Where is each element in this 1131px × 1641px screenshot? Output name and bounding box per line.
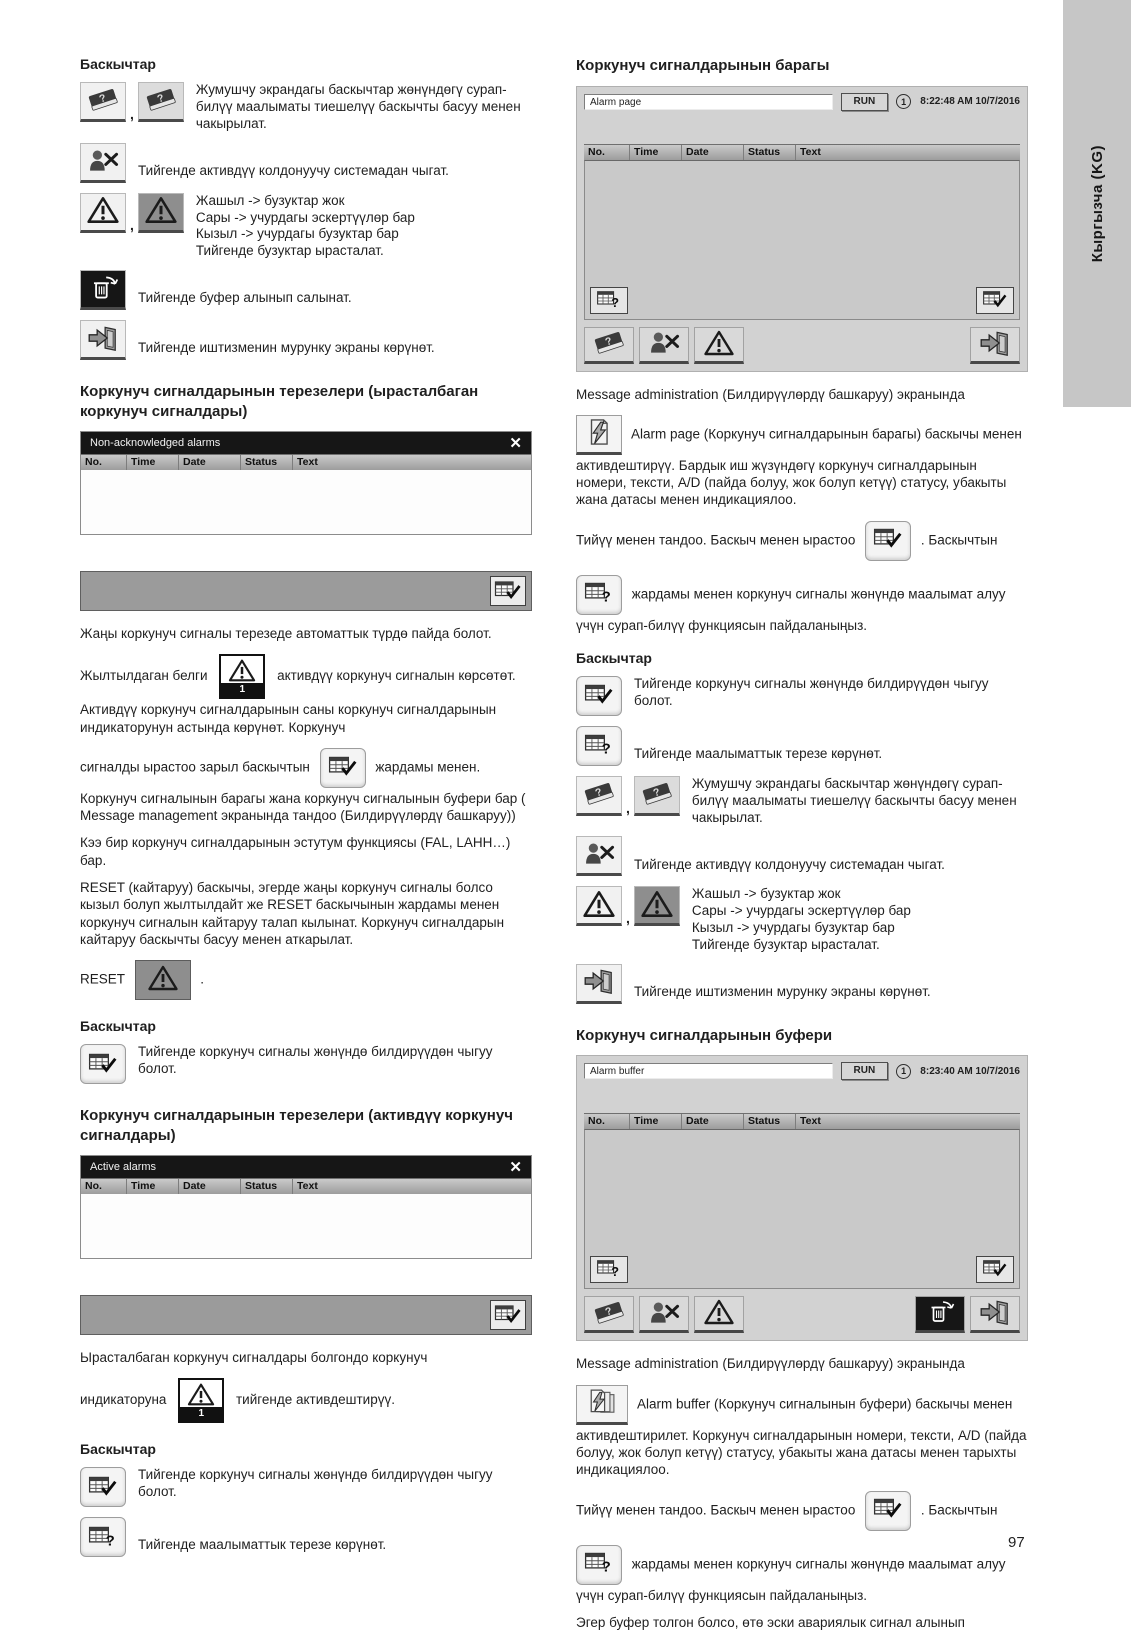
right-column <box>576 56 1028 1641</box>
acknowledge-alarm-button[interactable] <box>490 1300 526 1330</box>
key-description: Тийгенде активдүү колдонуучу системадан чыгат. <box>138 162 449 178</box>
acknowledge-alarm-button[interactable] <box>865 521 911 561</box>
alarm-list-empty <box>584 160 1020 320</box>
keys-heading: Баскычтар <box>80 56 156 72</box>
acknowledge-alarm-button[interactable] <box>80 1044 126 1084</box>
alarm-info-button[interactable] <box>590 1256 628 1283</box>
warning-triangle-icon <box>147 964 179 996</box>
table-question-icon <box>584 732 614 759</box>
left-column <box>80 56 532 1567</box>
user-level-badge: 1 <box>896 1064 911 1079</box>
window-titlebar <box>81 432 531 454</box>
help-book-button[interactable] <box>584 1296 634 1333</box>
column-header: Text <box>800 145 821 158</box>
paragraph: Жаңы коркунуч сигналы терезеде автоматтык түрдө пайда болот. <box>80 626 492 642</box>
column-header: Time <box>630 145 682 160</box>
table-check-icon <box>982 289 1008 312</box>
acknowledge-alarm-button[interactable] <box>80 1467 126 1507</box>
close-icon[interactable]: ✕ <box>509 435 522 453</box>
acknowledge-alarm-button[interactable] <box>976 1256 1014 1283</box>
key-description: Тийгенде коркунуч сигналы жөнүндө билдирүүдөн чыгуу болот. <box>634 675 989 708</box>
screen-toolbar <box>584 1296 1020 1333</box>
alarm-status-button[interactable] <box>576 886 622 926</box>
language-tab-label: Кыргызча (KG) <box>1088 144 1106 263</box>
comma-separator: , <box>130 106 134 122</box>
help-book-button-active[interactable] <box>634 776 680 816</box>
acknowledge-alarm-button[interactable] <box>976 287 1014 314</box>
table-check-icon <box>88 1051 118 1078</box>
alarm-buffer-button[interactable] <box>576 1385 628 1425</box>
book-icon <box>86 86 120 116</box>
paragraph: RESET (кайтаруу) баскычы, эгерде жаңы коркунуч сигналы болсо кызыл болуп жылтылдайт же RESET баскычынын жардамы менен коркунуч сигналын кайтаруу талап кылынат. Коркунуч сигналдарын кайтаруу баскычты басуу менен аткарылат. <box>80 879 505 947</box>
exit-door-icon <box>86 324 120 355</box>
acknowledge-alarm-button[interactable] <box>320 748 366 788</box>
column-header: Text <box>297 1180 318 1193</box>
logout-user-icon <box>647 1299 681 1329</box>
key-description: Тийгенде коркунуч сигналы жөнүндө билдирүүдөн чыгуу болот. <box>138 1044 493 1076</box>
key-description: Тийгенде коркунуч сигналы жөнүндө билдирүүдөн чыгуу болот. <box>138 1467 493 1500</box>
alarm-list-empty <box>584 1129 1020 1289</box>
book-icon <box>640 780 674 810</box>
exit-button[interactable] <box>970 327 1020 364</box>
logout-button[interactable] <box>576 836 622 876</box>
column-header: No. <box>584 1114 630 1129</box>
key-description: Тийгенде активдүү колдонуучу системадан чыгат. <box>634 856 945 872</box>
logout-button[interactable] <box>80 143 126 183</box>
alarm-info-button[interactable] <box>80 1517 126 1557</box>
column-header: Time <box>127 1179 179 1194</box>
paragraph: Message administration (Билдирүүлөрдү башкаруу) экранында <box>576 386 965 402</box>
alarm-status-button-active[interactable] <box>138 193 184 233</box>
keys-heading: Баскычтар <box>80 1018 156 1035</box>
key-row <box>576 964 1028 1004</box>
alarm-status-button[interactable] <box>694 1296 744 1333</box>
key-row <box>80 193 532 261</box>
paragraph: Message administration (Билдирүүлөрдү башкаруу) экранында <box>576 1356 965 1372</box>
table-header <box>81 454 531 470</box>
warning-triangle-icon <box>86 195 120 228</box>
screen-toolbar <box>584 327 1020 364</box>
table-check-icon <box>494 579 522 604</box>
logout-user-icon <box>582 840 616 870</box>
table-question-icon <box>584 1550 614 1578</box>
column-header: Status <box>241 455 293 470</box>
keys-heading: Баскычтар <box>576 649 652 666</box>
column-header: No. <box>81 1179 127 1194</box>
comma-separator: , <box>626 910 630 927</box>
column-header: Text <box>297 456 318 469</box>
close-icon[interactable]: ✕ <box>509 1159 522 1177</box>
book-icon <box>144 86 178 116</box>
logout-user-icon <box>86 147 120 177</box>
table-question-icon <box>596 289 622 312</box>
trash-icon <box>86 273 120 306</box>
key-row <box>576 836 1028 876</box>
alarm-page-screenshot <box>576 86 1028 372</box>
acknowledge-alarm-button[interactable] <box>490 576 526 606</box>
key-description: Тийгенде маалыматтык терезе көрүнөт. <box>634 745 883 761</box>
alarm-status-button[interactable] <box>80 193 126 233</box>
run-mode-badge: RUN <box>841 93 889 111</box>
column-header: Time <box>630 1114 682 1129</box>
alarm-status-button-active[interactable] <box>634 886 680 926</box>
key-description: Тийгенде иштизменин мурунку экраны көрүнөт. <box>634 984 931 1000</box>
paragraph: Жылтылдаган белги 1 активдүү коркунуч сигналын көрсөтөт. Активдүү коркунуч сигналдарынын саны коркунуч сигналдарынын индикаторунун астында көрүнөт. Коркунуч <box>80 652 532 736</box>
run-mode-badge: RUN <box>841 1062 889 1080</box>
timestamp: 8:22:48 AM 10/7/2016 <box>920 96 1020 107</box>
key-row <box>576 726 1028 766</box>
paragraph: Ырасталбаган коркунуч сигналдары болгондо коркунуч <box>80 1350 428 1366</box>
alarm-window-nonacknowledged <box>80 431 532 535</box>
key-description: Тийгенде буфер алынып салынат. <box>138 290 352 306</box>
key-row <box>80 82 532 133</box>
screen-title-field: Alarm page <box>584 94 833 110</box>
alarm-info-button[interactable] <box>576 575 622 615</box>
key-row <box>80 320 532 360</box>
warning-triangle-icon <box>703 329 735 360</box>
column-header: Date <box>682 145 744 160</box>
alarm-info-button[interactable] <box>576 726 622 766</box>
alarm-list-empty <box>81 1194 531 1258</box>
section-heading: Коркунуч сигналдарынын барагы <box>576 57 830 74</box>
key-row <box>80 1467 532 1507</box>
page-lightning-icon <box>584 417 614 451</box>
column-header: No. <box>81 455 127 470</box>
exit-door-icon <box>582 967 616 998</box>
help-book-button[interactable] <box>584 327 634 364</box>
pages-lightning-icon <box>585 1387 619 1421</box>
screen-statusbar <box>584 1061 1020 1081</box>
logout-button[interactable] <box>639 327 689 364</box>
warning-triangle-icon <box>640 889 674 922</box>
paragraph: жардамы менен коркунуч сигналы жөнүндө маалымат алуу үчүн сурап-билүү функциясын пайдаланыңыз. <box>576 573 1028 634</box>
alarm-info-button[interactable] <box>590 287 628 314</box>
warning-triangle-icon <box>703 1298 735 1329</box>
table-question-icon <box>88 1524 118 1551</box>
paragraph: Alarm buffer (Коркунуч сигналынын буфери) баскычы менен активдештирилет. Коркунуч сигналдарынын номери, тексти, A/D (пайда болуу, жок болуп кетүү) статусу, убакыты жана датасы менен тарыхты индикациялоо. <box>576 1383 1028 1479</box>
alarm-window-active <box>80 1155 532 1259</box>
book-icon <box>592 1299 626 1329</box>
warning-triangle-icon <box>144 195 178 228</box>
table-check-icon <box>982 1258 1008 1281</box>
user-level-badge: 1 <box>896 94 911 109</box>
paragraph: жардамы менен коркунуч сигналы жөнүндө маалымат алуу үчүн сурап-билүү функциясын пайдаланыңыз. <box>576 1543 1028 1604</box>
key-description: Тийгенде иштизменин мурунку экраны көрүнөт. <box>138 340 435 356</box>
alarm-status-button[interactable] <box>694 327 744 364</box>
paragraph: Кээ бир коркунуч сигналдарынын эстутум функциясы (FAL, LAHH…) бар. <box>80 835 511 868</box>
key-row <box>80 1517 532 1557</box>
table-check-icon <box>494 1303 522 1328</box>
alarm-indicator-icon[interactable] <box>219 654 265 699</box>
key-row <box>80 1044 532 1084</box>
timestamp: 8:23:40 AM 10/7/2016 <box>920 1065 1020 1077</box>
clear-buffer-button[interactable] <box>80 270 126 310</box>
help-book-button-active[interactable] <box>138 82 184 122</box>
exit-door-icon <box>978 1298 1012 1329</box>
exit-button[interactable] <box>970 1296 1020 1333</box>
key-description: Жашыл -> бузуктар жок Сары -> учурдагы эскертүүлөр бар Кызыл -> учурдагы бузуктар бар Тийгенде бузуктар ырасталат. <box>195 192 415 259</box>
key-description: Жумушчу экрандагы баскычтар жөнүндөгү сурап-билүү маалыматы тиешелүү баскычты басуу менен чакырылат. <box>195 82 521 131</box>
clear-buffer-button[interactable] <box>915 1296 965 1333</box>
logout-user-icon <box>647 329 681 359</box>
column-header: No. <box>584 145 630 160</box>
alarm-page-button[interactable] <box>576 415 622 455</box>
exit-button[interactable] <box>576 964 622 1004</box>
section-heading: Коркунуч сигналдарынын буфери <box>576 1026 833 1044</box>
table-check-icon <box>328 754 358 782</box>
paragraph: индикаторуна 1 тийгенде активдештирүү. <box>80 1376 532 1425</box>
table-header <box>584 1113 1020 1129</box>
warning-triangle-icon <box>582 889 616 922</box>
alarm-info-button[interactable] <box>576 1545 622 1585</box>
paragraph: RESET . <box>80 958 532 1002</box>
table-check-icon <box>584 682 614 709</box>
paragraph: Alarm page (Коркунуч сигналдарынын барагы) баскычы менен активдештирүү. Бардык иш жүзүндөгү коркунуч сигналдарынын номери, тексти, A/D (пайда болуу, жок болуп кетүү) статусу, убакыты жана датасы менен индикациялоо. <box>576 413 1028 509</box>
key-description: Жашыл -> бузуктар жок Сары -> учурдагы эскертүүлөр бар Кызыл -> учурдагы бузуктар бар Тийгенде бузуктар ырасталат. <box>691 886 911 953</box>
screen-title-field: Alarm buffer <box>584 1063 833 1079</box>
paragraph: Эгер буфер толгон болсо, өтө эски авариялык сигнал алынып <box>576 1614 965 1630</box>
table-header <box>81 1178 531 1194</box>
key-row <box>576 776 1028 827</box>
window-footer-bar <box>80 571 532 611</box>
table-check-icon <box>873 1496 903 1524</box>
column-header: Date <box>682 1114 744 1129</box>
alarm-count-badge: 1 <box>221 683 263 697</box>
window-titlebar <box>81 1156 531 1178</box>
book-icon <box>582 780 616 810</box>
column-header: Date <box>179 455 241 470</box>
column-header: Text <box>800 1115 821 1128</box>
section-heading: Коркунуч сигналдарынын терезелери (ырасталбаган коркунуч сигналдары) <box>80 383 479 420</box>
paragraph: Тийүү менен тандоо. Баскыч менен ырастоо . Баскычтын <box>576 1489 1028 1533</box>
exit-button[interactable] <box>80 320 126 360</box>
reset-alarm-button[interactable] <box>135 960 191 1000</box>
column-header: Status <box>241 1179 293 1194</box>
column-header: Date <box>179 1179 241 1194</box>
key-description: Тийгенде маалыматтык терезе көрүнөт. <box>138 1537 387 1553</box>
logout-button[interactable] <box>639 1296 689 1333</box>
exit-door-icon <box>978 329 1012 360</box>
book-icon <box>592 329 626 359</box>
column-header: Time <box>127 455 179 470</box>
table-check-icon <box>873 526 903 554</box>
table-header <box>584 144 1020 160</box>
page-number: 97 <box>1008 1534 1025 1551</box>
help-book-button[interactable] <box>80 82 126 122</box>
trash-icon <box>924 1298 956 1329</box>
window-title: Non-acknowledged alarms <box>90 437 221 450</box>
language-tab <box>1063 0 1131 407</box>
column-header: Status <box>744 145 796 160</box>
section-heading: Коркунуч сигналдарынын терезелери (активдүү коркунуч сигналдары) <box>80 1107 513 1144</box>
paragraph: Тийүү менен тандоо. Баскыч менен ырастоо . Баскычтын <box>576 519 1028 563</box>
help-book-button[interactable] <box>576 776 622 816</box>
table-question-icon <box>584 580 614 608</box>
key-description: Жумушчу экрандагы баскычтар жөнүндөгү сурап-билүү маалыматы тиешелүү баскычты басуу менен чакырылат. <box>691 775 1017 825</box>
comma-separator: , <box>130 216 134 233</box>
window-footer-bar <box>80 1295 532 1335</box>
key-row <box>80 143 532 183</box>
acknowledge-alarm-button[interactable] <box>865 1491 911 1531</box>
table-check-icon <box>88 1474 118 1501</box>
screen-statusbar <box>584 92 1020 112</box>
acknowledge-alarm-button[interactable] <box>576 676 622 716</box>
keys-heading: Баскычтар <box>80 1441 156 1458</box>
alarm-buffer-screenshot <box>576 1055 1028 1341</box>
key-row <box>80 270 532 310</box>
key-row <box>576 886 1028 954</box>
comma-separator: , <box>626 799 630 816</box>
alarm-indicator-icon[interactable] <box>178 1378 224 1423</box>
column-header: Status <box>744 1114 796 1129</box>
table-question-icon <box>596 1258 622 1281</box>
alarm-count-badge: 1 <box>180 1407 222 1421</box>
key-row <box>576 676 1028 716</box>
paragraph: сигналды ырастоо зарыл баскычтын жардамы менен. Коркунуч сигналынын барагы жана коркунуч сигналынын буфери бар ( Message management экранында тандоо (Билдирүүлөрдү башкаруу)) <box>80 746 532 825</box>
window-title: Active alarms <box>90 1161 157 1174</box>
alarm-list-empty <box>81 470 531 534</box>
